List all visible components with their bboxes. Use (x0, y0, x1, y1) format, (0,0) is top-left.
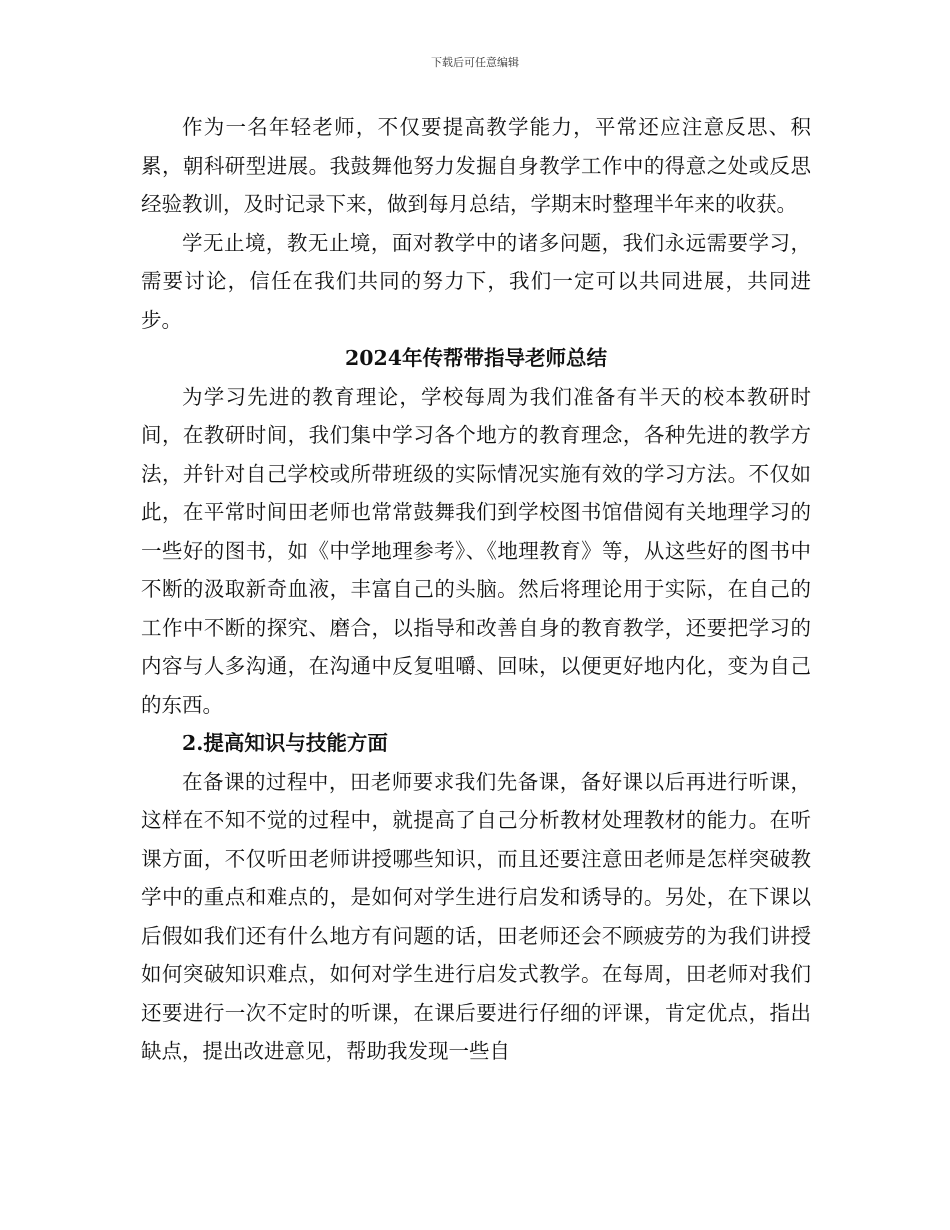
section-title: 2024年传帮带指导老师总结 (344, 346, 608, 370)
paragraph-theory: 为学习先进的教育理论，学校每周为我们准备有半天的校本教研时间，在教研时间，我们集中学习各个地方的教育理念，各种先进的教学方法，并针对自己学校或所带班级的实际情况实施有效的学习方法。不仅如此，在平常时间田老师也常常鼓舞我们到学校图书馆借阅有关地理学习的一些好的图书，如《中学地理参考》、《地理教育》等，从这些好的图书中不断的汲取新奇血液，丰富自己的头脑。然后将理论用于实际，在自己的工作中不断的探究、磨合，以指导和改善自身的教育教学，还要把学习的内容与人多沟通，在沟通中反复咀嚼、回味，以便更好地内化，变为自己的东西。 (141, 384, 811, 717)
paragraph-reflection: 作为一名年轻老师，不仅要提高教学能力，平常还应注意反思、积累，朝科研型进展。我鼓舞他努力发掘自身教学工作中的得意之处或反思经验教训，及时记录下来，做到每月总结，学期末时整理半年来的收获。 (141, 115, 811, 216)
paragraph-learning: 学无止境，教无止境，面对教学中的诸多问题，我们永远需要学习，需要讨论，信任在我们共同的努力下，我们一定可以共同进展，共同进步。 (141, 230, 811, 332)
page-header: 下载后可任意编辑 (431, 56, 519, 69)
paragraph-lesson-prep: 在备课的过程中，田老师要求我们先备课，备好课以后再进行听课，这样在不知不觉的过程中，就提高了自己分析教材处理教材的能力。在听课方面，不仅听田老师讲授哪些知识，而且还要注意田老师是怎样突破教学中的重点和难点的，是如何对学生进行启发和诱导的。另处，在下课以后假如我们还有什么地方有问题的话，田老师还会不顾疲劳的为我们讲授如何突破知识难点，如何对学生进行启发式教学。在每周，田老师对我们还要进行一次不定时的听课，在课后要进行仔细的评课，肯定优点，指出缺点，提出改进意见，帮助我发现一些自 (141, 769, 811, 1063)
document-body (141, 108, 811, 1071)
subheading-knowledge-skills: 2.提高知识与技能方面 (182, 731, 388, 755)
